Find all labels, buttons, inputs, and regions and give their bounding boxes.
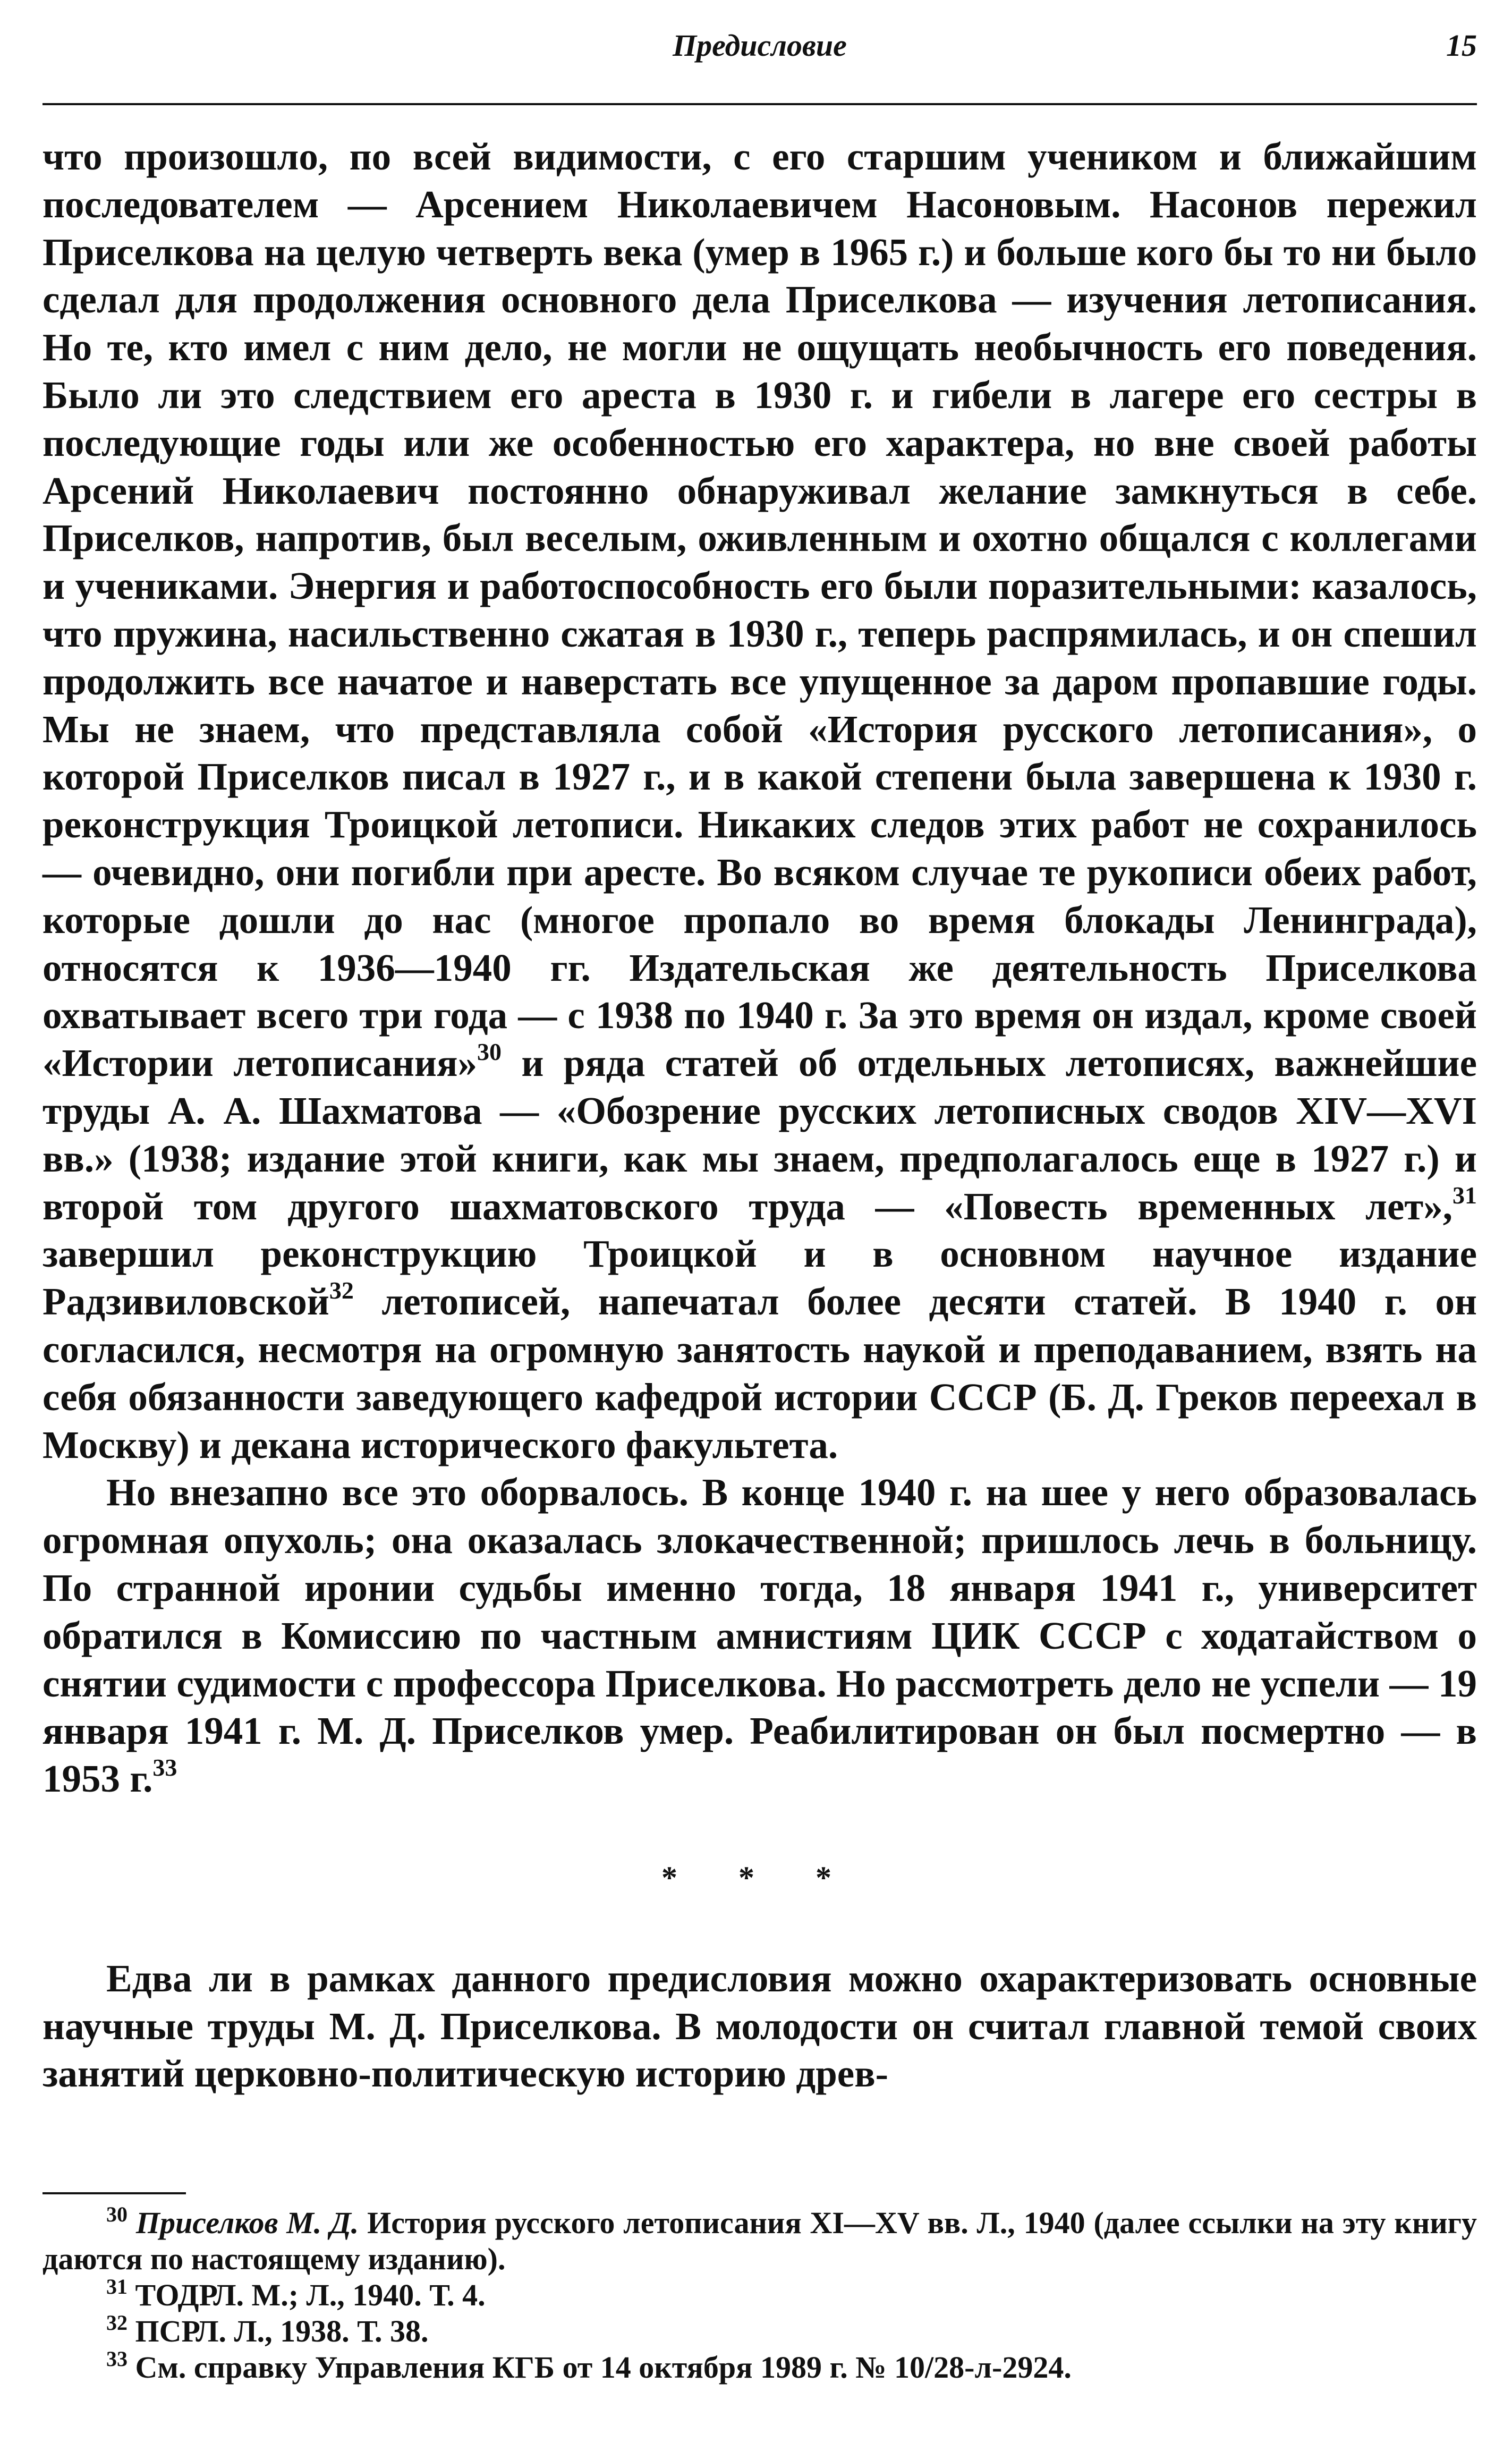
book-page xyxy=(43,0,1477,2443)
paragraph-1-text-2: и ряда статей об отдельных летописях, важнейшие труды А. А. Шахматова — «Обозрение русских летописных сводов XIV—XVI вв.» (1938; издание этой книги, как мы знаем, предполагалось еще в 1927 г.) и второй том другого шахматовского труда — «Повесть временных лет», xyxy=(43,1041,1477,1228)
footnote-number: 31 xyxy=(106,2275,128,2298)
section-separator: * * * xyxy=(661,1860,858,1895)
paragraph-3-text-1: Едва ли в рамках данного предисловия можно охарактеризовать основные научные труды М. Д. Приселкова. В молодости он считал главной темой своих занятий церковно-политическую историю древ- xyxy=(43,1956,1477,2096)
footnote-rule xyxy=(43,2192,186,2194)
footnote-text: ТОДРЛ. М.; Л., 1940. Т. 4. xyxy=(135,2278,486,2312)
footnote-author: Приселков М. Д. xyxy=(135,2206,359,2240)
footnote-number: 33 xyxy=(106,2347,128,2371)
footnote-ref-30: 30 xyxy=(477,1038,502,1066)
footnote-number: 30 xyxy=(106,2202,128,2226)
footnotes xyxy=(43,2202,1477,2386)
paragraph-3 xyxy=(43,1955,1477,2098)
footnote-text: См. справку Управления КГБ от 14 октября 1989 г. № 10/28-л-2924. xyxy=(135,2350,1072,2385)
footnote-ref-33: 33 xyxy=(152,1754,177,1782)
footnote-ref-32: 32 xyxy=(329,1277,354,1304)
paragraph-2 xyxy=(43,1469,1477,1803)
header-rule xyxy=(43,103,1477,105)
footnote-text: История русского летописания XI—XV вв. Л., 1940 (далее ссылки на эту книгу даются по настоящему изданию). xyxy=(43,2206,1477,2276)
running-header xyxy=(43,28,1477,81)
paragraph-1-text-4: летописей, напечатал более десяти статей. В 1940 г. он согласился, несмотря на огромную занятость наукой и преподаванием, взять на себя обязанности заведующего кафедрой истории СССР (Б. Д. Греков переехал в Москву) и декана исторического факультета. xyxy=(43,1280,1477,1466)
paragraph-1 xyxy=(43,133,1477,1469)
paragraph-2-text-1: Но внезапно все это оборвалось. В конце 1940 г. на шее у него образовалась огромная опухоль; она оказалась злокачественной; пришлось лечь в больницу. По странной иронии судьбы именно тогда, 18 января 1941 г., университет обратился в Комиссию по частным амнистиям ЦИК СССР с ходатайством о снятии судимости с профессора Приселкова. Но рассмотреть дело не успели — 19 января 1941 г. М. Д. Приселков умер. Реабилитирован он был посмертно — в 1953 г. xyxy=(43,1471,1477,1801)
main-text xyxy=(43,133,1477,2098)
footnote-ref-31: 31 xyxy=(1452,1181,1477,1209)
paragraph-1-text-3: завершил реконструкцию Троицкой и в основном научное издание Радзивиловской xyxy=(43,1232,1477,1324)
footnote-32 xyxy=(43,2313,1477,2349)
paragraph-1-text-1: что произошло, по всей видимости, с его старшим учеником и ближайшим последователем — Арсением Николаевичем Насоновым. Насонов пережил Приселкова на целую четверть века (умер в 1965 г.) и больше кого бы то ни было сделал для продолжения основного дела Приселкова — изучения летописания. Но те, кто имел с ним дело, не могли не ощущать необычность его поведения. Было ли это следствием его ареста в 1930 г. и гибели в лагере его сестры в последующие годы или же особенностью его характера, но вне своей работы Арсений Николаевич постоянно обнаруживал желание замкнуться в себе. Приселков, напротив, был веселым, оживленным и охотно общался с коллегами и учениками. Энергия и работоспособность его были поразительными: казалось, что пружина, насильственно сжатая в 1930 г., теперь распрямилась, и он спешил продолжить все начатое и наверстать все упущенное за даром пропавшие годы. Мы не знаем, что представляла собой «История русского летописания», о которой Приселков писал в 1927 г., и в какой степени была завершена к 1930 г. реконструкция Троицкой летописи. Никаких следов этих работ не сохранилось — очевидно, они погибли при аресте. Во всяком случае те рукописи обеих работ, которые дошли до нас (многое пропало во время блокады Ленинграда), относятся к 1936—1940 гг. Издательская же деятельность Приселкова охватывает всего три года — с 1938 по 1940 г. За это время он издал, кроме своей «Истории летописания» xyxy=(43,135,1477,1085)
footnote-31 xyxy=(43,2277,1477,2313)
page-number: 15 xyxy=(1446,28,1477,63)
running-title: Предисловие xyxy=(673,28,847,63)
footnote-30 xyxy=(43,2202,1477,2277)
footnote-text: ПСРЛ. Л., 1938. Т. 38. xyxy=(135,2314,429,2348)
footnote-number: 32 xyxy=(106,2311,128,2335)
footnote-33 xyxy=(43,2349,1477,2386)
